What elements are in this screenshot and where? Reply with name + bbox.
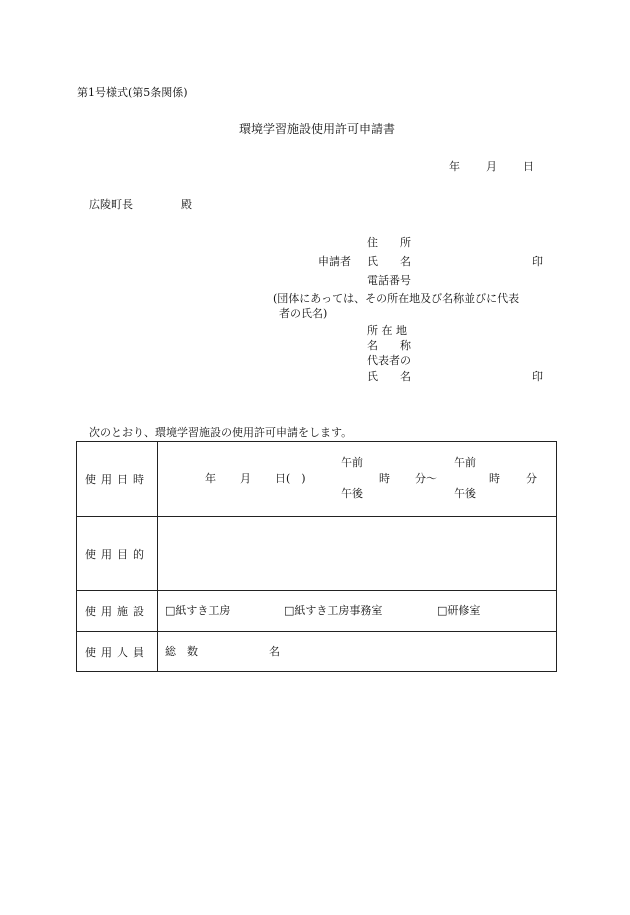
group-note-line2: 者の氏名) bbox=[279, 307, 328, 320]
location-label: 所 在 地 bbox=[367, 324, 407, 337]
purpose-value-cell[interactable] bbox=[158, 517, 557, 591]
datetime-pm-end: 午後 bbox=[454, 487, 476, 500]
datetime-am-end: 午前 bbox=[454, 456, 476, 469]
seal-mark: 印 bbox=[532, 255, 543, 268]
datetime-day: 日( ) bbox=[275, 472, 306, 485]
date-day: 日 bbox=[523, 160, 534, 173]
datetime-minute-end: 分 bbox=[526, 472, 537, 485]
phone-label: 電話番号 bbox=[367, 274, 411, 287]
row-people bbox=[77, 632, 557, 672]
people-label-cell bbox=[77, 632, 158, 672]
datetime-month: 月 bbox=[240, 472, 251, 485]
datetime-minute-start: 分〜 bbox=[415, 472, 437, 485]
datetime-pm-start: 午後 bbox=[341, 487, 363, 500]
applicant-label: 申請者 bbox=[318, 255, 351, 268]
people-unit: 名 bbox=[269, 645, 280, 658]
addressee-name: 広陵町長 bbox=[89, 198, 133, 211]
facility-label: 使用施設 bbox=[85, 605, 149, 618]
datetime-year: 年 bbox=[205, 472, 216, 485]
datetime-label: 使用日時 bbox=[85, 473, 149, 486]
datetime-value-cell[interactable] bbox=[158, 442, 557, 517]
representative-label: 代表者の bbox=[367, 354, 411, 367]
facility-value-cell bbox=[158, 591, 557, 632]
form-title: 環境学習施設使用許可申請書 bbox=[239, 122, 396, 136]
group-note-line1: (団体にあっては、その所在地及び名称並びに代表 bbox=[273, 292, 520, 305]
datetime-label-cell bbox=[77, 442, 158, 517]
facility-option-workshop-office[interactable]: □紙すき工房事務室 bbox=[284, 604, 383, 617]
address-label: 住 所 bbox=[367, 236, 411, 249]
facility-label-cell bbox=[77, 591, 158, 632]
representative-name-label: 氏 名 bbox=[367, 370, 411, 383]
row-purpose bbox=[77, 517, 557, 591]
facility-option-training-room[interactable]: □研修室 bbox=[437, 604, 481, 617]
purpose-label-cell bbox=[77, 517, 158, 591]
form-number: 第1号様式(第5条関係) bbox=[77, 86, 188, 99]
people-total-label: 総 数 bbox=[165, 645, 198, 658]
name-label: 氏 名 bbox=[367, 255, 411, 268]
intro-sentence: 次のとおり、環境学習施設の使用許可申請をします。 bbox=[89, 426, 353, 439]
org-name-label: 名 称 bbox=[367, 339, 411, 352]
datetime-am-start: 午前 bbox=[341, 456, 363, 469]
addressee-honorific: 殿 bbox=[181, 198, 192, 211]
row-datetime bbox=[77, 442, 557, 517]
people-label: 使用人員 bbox=[85, 645, 149, 659]
datetime-hour-start: 時 bbox=[379, 472, 390, 485]
date-month: 月 bbox=[486, 160, 497, 173]
datetime-hour-end: 時 bbox=[489, 472, 500, 485]
purpose-label: 使用目的 bbox=[85, 547, 149, 561]
date-year: 年 bbox=[449, 160, 460, 173]
seal-mark-representative: 印 bbox=[532, 370, 543, 383]
people-value-cell[interactable] bbox=[158, 632, 557, 672]
application-table bbox=[76, 441, 557, 672]
row-facility bbox=[77, 591, 557, 632]
facility-option-papermaking-workshop[interactable]: □紙すき工房 bbox=[165, 604, 231, 617]
